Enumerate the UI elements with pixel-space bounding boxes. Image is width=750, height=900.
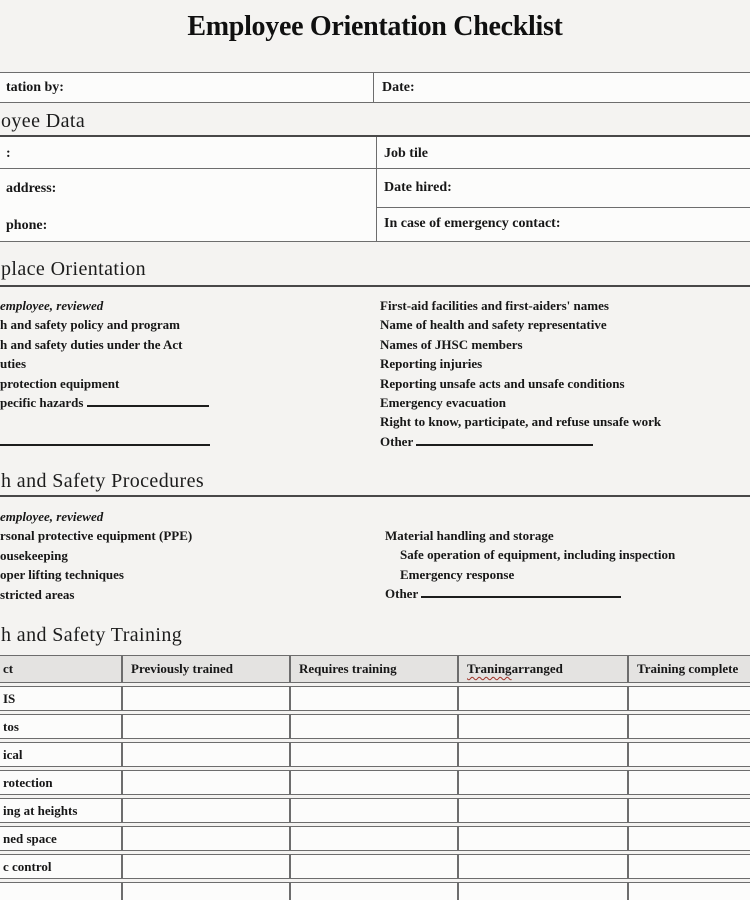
training-cell bbox=[628, 854, 750, 879]
checklist-item: ousekeeping bbox=[0, 547, 68, 563]
safety-procedures-left-column bbox=[0, 507, 372, 604]
training-cell bbox=[458, 770, 628, 795]
training-table-row bbox=[0, 714, 750, 739]
training-cell bbox=[122, 686, 290, 711]
section-heading-safety-procedures: h and Safety Procedures bbox=[1, 470, 205, 492]
column-header-previously-trained: Previously trained bbox=[122, 655, 290, 683]
training-table-row bbox=[0, 798, 750, 823]
checklist-sub-item: Safe operation of equipment, including inspection bbox=[400, 547, 676, 563]
training-cell bbox=[458, 854, 628, 879]
checklist-item: Right to know, participate, and refuse unsafe work bbox=[380, 414, 662, 430]
fill-in-blank bbox=[87, 397, 209, 407]
training-table-row bbox=[0, 770, 750, 795]
training-cell bbox=[122, 742, 290, 767]
home-address-label: address: bbox=[6, 181, 57, 196]
training-subject-cell: ical bbox=[0, 742, 122, 767]
training-table-row bbox=[0, 826, 750, 851]
fill-in-blank bbox=[416, 436, 593, 446]
checklist-item: stricted areas bbox=[0, 586, 75, 602]
training-cell bbox=[290, 798, 458, 823]
column-header-requires-training: Requires training bbox=[290, 655, 458, 683]
home-phone-label: phone: bbox=[6, 218, 48, 233]
checklist-item: Name of health and safety representative bbox=[380, 317, 607, 333]
checklist-intro: employee, reviewed bbox=[0, 509, 104, 524]
misspelled-word: Traning bbox=[467, 661, 512, 676]
training-subject-cell bbox=[0, 882, 122, 900]
training-cell bbox=[122, 854, 290, 879]
checklist-item: h and safety duties under the Act bbox=[0, 336, 183, 352]
checklist-item: Emergency evacuation bbox=[380, 394, 507, 410]
fill-in-line bbox=[0, 432, 372, 451]
section-heading-safety-training: h and Safety Training bbox=[1, 624, 183, 646]
emergency-contact-label: In case of emergency contact: bbox=[384, 216, 561, 231]
page-title: Employee Orientation Checklist bbox=[187, 11, 563, 42]
checklist-item-hazards bbox=[0, 393, 372, 412]
training-cell bbox=[122, 826, 290, 851]
checklist-item: Material handling and storage bbox=[385, 528, 554, 543]
training-table-header-row bbox=[0, 655, 750, 683]
training-cell bbox=[122, 798, 290, 823]
orientation-by-date-row bbox=[0, 72, 750, 103]
training-table-row bbox=[0, 686, 750, 711]
training-cell bbox=[458, 686, 628, 711]
checklist-intro: employee, reviewed bbox=[0, 298, 104, 313]
column-divider bbox=[373, 73, 374, 102]
training-cell bbox=[628, 798, 750, 823]
training-cell bbox=[290, 714, 458, 739]
training-cell bbox=[290, 770, 458, 795]
training-cell bbox=[290, 686, 458, 711]
other-label: Other bbox=[380, 433, 413, 449]
section-heading-workplace-orientation: place Orientation bbox=[1, 258, 147, 280]
column-header-subject: ct bbox=[0, 655, 122, 683]
checklist-item: Reporting unsafe acts and unsafe conditions bbox=[380, 375, 625, 391]
section-rule bbox=[0, 285, 750, 287]
training-cell bbox=[458, 742, 628, 767]
hazards-label: pecific hazards bbox=[0, 394, 84, 410]
training-cell bbox=[122, 770, 290, 795]
checklist-item: Names of JHSC members bbox=[380, 336, 523, 352]
training-cell bbox=[290, 882, 458, 900]
training-cell bbox=[122, 882, 290, 900]
training-cell bbox=[458, 714, 628, 739]
training-table bbox=[0, 652, 750, 900]
training-table-row bbox=[0, 854, 750, 879]
training-cell bbox=[290, 826, 458, 851]
checklist-item: uties bbox=[0, 356, 26, 372]
other-label: Other bbox=[385, 586, 418, 602]
checklist-item-other bbox=[385, 584, 750, 603]
job-title-label: Job tile bbox=[384, 146, 428, 161]
employee-data-table bbox=[0, 137, 750, 242]
training-subject-cell: c control bbox=[0, 854, 122, 879]
checklist-item: protection equipment bbox=[0, 375, 120, 391]
blank-line bbox=[0, 412, 372, 431]
orientation-by-label: tation by: bbox=[6, 80, 64, 95]
checklist-item: rsonal protective equipment (PPE) bbox=[0, 528, 193, 544]
training-cell bbox=[290, 742, 458, 767]
checklist-item: First-aid facilities and first-aiders' names bbox=[380, 298, 609, 313]
workplace-orientation-right-column bbox=[380, 296, 750, 451]
training-cell bbox=[122, 714, 290, 739]
training-cell bbox=[290, 854, 458, 879]
training-table-row-partial bbox=[0, 882, 750, 900]
workplace-orientation-left-column bbox=[0, 296, 372, 451]
row-divider bbox=[0, 168, 750, 169]
date-hired-label: Date hired: bbox=[384, 180, 452, 195]
checklist-item: h and safety policy and program bbox=[0, 317, 180, 333]
training-cell bbox=[458, 882, 628, 900]
training-subject-cell: ing at heights bbox=[0, 798, 122, 823]
date-label: Date: bbox=[382, 80, 415, 95]
section-rule bbox=[0, 495, 750, 497]
column-divider bbox=[376, 137, 377, 241]
training-subject-cell: ned space bbox=[0, 826, 122, 851]
name-label: : bbox=[6, 146, 11, 161]
checklist-sub-item: Emergency response bbox=[400, 566, 515, 582]
training-cell bbox=[628, 770, 750, 795]
column-header-training-complete: Training complete bbox=[628, 655, 750, 683]
checklist-item-other bbox=[380, 432, 750, 451]
training-cell bbox=[628, 826, 750, 851]
training-cell bbox=[628, 742, 750, 767]
section-heading-employee-data: oyee Data bbox=[1, 110, 86, 132]
checklist-item: Reporting injuries bbox=[380, 356, 483, 372]
checklist-item: oper lifting techniques bbox=[0, 567, 124, 583]
row-divider-right bbox=[376, 207, 750, 208]
column-header-training-arranged: Traningarranged bbox=[458, 655, 628, 683]
fill-in-blank bbox=[0, 436, 210, 446]
training-cell bbox=[628, 714, 750, 739]
training-subject-cell: rotection bbox=[0, 770, 122, 795]
training-cell bbox=[458, 826, 628, 851]
fill-in-blank bbox=[421, 588, 621, 598]
training-subject-cell: IS bbox=[0, 686, 122, 711]
training-cell bbox=[628, 686, 750, 711]
safety-procedures-right-column bbox=[385, 526, 750, 604]
training-subject-cell: tos bbox=[0, 714, 122, 739]
training-cell bbox=[458, 798, 628, 823]
training-table-row bbox=[0, 742, 750, 767]
training-cell bbox=[628, 882, 750, 900]
